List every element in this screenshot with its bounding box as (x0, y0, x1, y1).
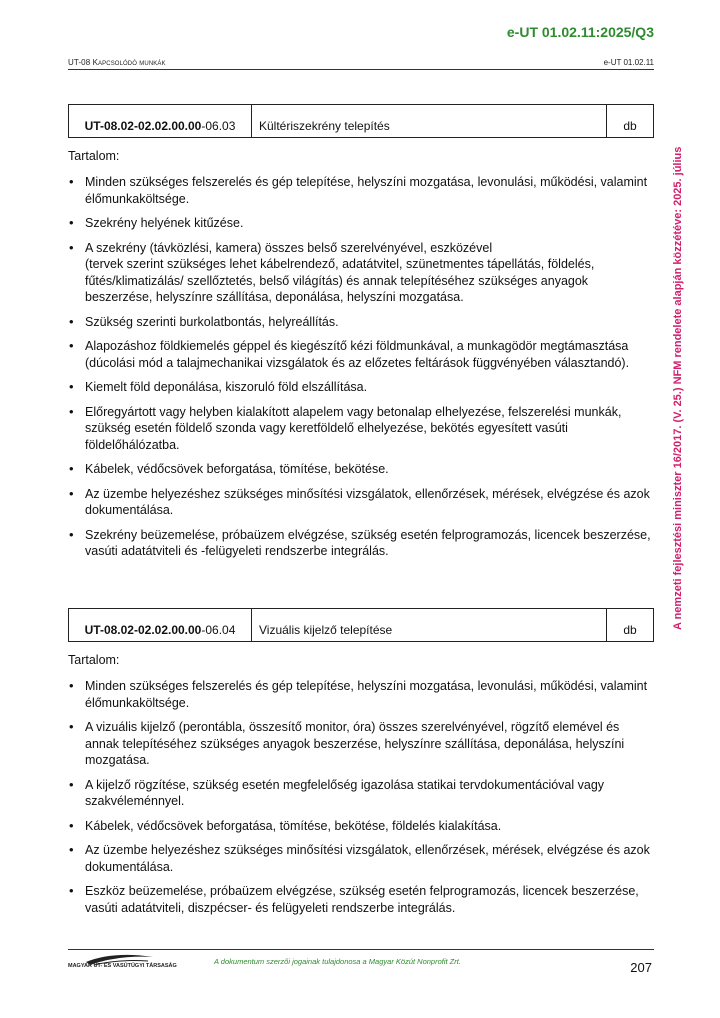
bullet-item: • Szükség szerinti burkolatbontás, helyreállítás. (68, 314, 654, 331)
item-code-suffix: -06.03 (201, 119, 236, 133)
document-code: e-UT 01.02.11:2025/Q3 (506, 24, 654, 40)
bullet-item: • Kiemelt föld deponálása, kiszoruló föld elszállítása. (68, 379, 654, 396)
bullet-item: • Kábelek, védőcsövek beforgatása, tömítése, bekötése. (68, 461, 654, 478)
item-table-1 (68, 104, 654, 138)
bullet-item: • Alapozáshoz földkiemelés géppel és kiegészítő kézi földmunkával, a munkagödör megtámasztása (dúcolási mód a talajmechanikai vizsgálatok és az előzetes feltárások függvényében választandó). (68, 338, 654, 371)
item-unit (607, 609, 653, 641)
item-title-text: Vizuális kijelző telepítése (259, 623, 393, 637)
item-code-main: UT-08.02-02.02.00.00 (84, 623, 202, 637)
item-unit (607, 105, 653, 137)
footer-divider (68, 949, 654, 950)
bullet-item: • Az üzembe helyezéshez szükséges minősítési vizsgálatok, ellenőrzések, mérések, elvégzése és azok dokumentálása. (68, 486, 654, 519)
logo-text: MAGYAR ÚT- ÉS VASÚTÜGYI TÁRSASÁG (68, 963, 177, 969)
section-prefix: UT-08 (68, 58, 91, 67)
bullet-item: • Az üzembe helyezéshez szükséges minősítési vizsgálatok, ellenőrzések, mérések, elvégzése és azok dokumentálása. (68, 842, 654, 875)
bullet-item: • Eszköz beüzemelése, próbaüzem elvégzése, szükség esetén felprogramozás, licencek beszerzése, vasúti adatátviteli, diszpécser- és felügyeleti rendszerbe integrálás. (68, 883, 654, 916)
item-code (69, 609, 252, 641)
content-list (68, 174, 654, 568)
section-name: Kapcsolódó munkák (92, 58, 166, 67)
item-unit-text: db (623, 623, 637, 637)
item-code (69, 105, 252, 137)
copyright-note: A dokumentum szerzői jogainak tulajdonosa a Magyar Közút Nonprofit Zrt. (214, 957, 461, 966)
bullet-item: • Szekrény beüzemelése, próbaüzem elvégzése, szükség esetén felprogramozás, licencek beszerzése, vasúti adatátviteli és -felügyeleti rendszerbe integrálás. (68, 527, 654, 560)
bullet-item: • Minden szükséges felszerelés és gép telepítése, helyszíni mozgatása, levonulási, működési, valamint élőmunkaköltsége. (68, 174, 654, 207)
item-code-suffix: -06.04 (201, 623, 236, 637)
content-label: Tartalom: (68, 149, 120, 163)
bullet-item: • Szekrény helyének kitűzése. (68, 215, 654, 232)
bullet-item: • A kijelző rögzítése, szükség esetén megfelelőség igazolása statikai tervdokumentációval vagy szakvéleménnyel. (68, 777, 654, 810)
item-title-text: Kültériszekrény telepítés (259, 119, 390, 133)
item-unit-text: db (623, 119, 637, 133)
content-list (68, 678, 654, 924)
header-divider (68, 69, 654, 70)
item-table-2 (68, 608, 654, 642)
item-code-main: UT-08.02-02.02.00.00 (84, 119, 202, 133)
bullet-item: • A vizuális kijelző (perontábla, összesítő monitor, óra) összes szerelvényével, rögzítő elemével és annak telepítéséhez szükséges anyagok beszerzése, helyszínre szállítása, deponálása, helyszíni mozgatása. (68, 719, 654, 769)
header-doc-ref: e-UT 01.02.11 (603, 58, 654, 67)
content-label: Tartalom: (68, 653, 120, 667)
bullet-item: • Kábelek, védőcsövek beforgatása, tömítése, bekötése, földelés kialakítása. (68, 818, 654, 835)
bullet-item: • A szekrény (távközlési, kamera) összes belső szerelvényével, eszközével (tervek szerint szükséges lehet kábelrendező, adatátvitel, szünetmentes tápellátás, földelés, fűtés/klimatizálás/ szellőztetés, belső világítás) és annak telepítéséhez szükséges anyagok beszerzése, helyszínre szállítása, deponálása, helyszíni mozgatása. (68, 240, 654, 306)
side-publication-note: A nemzeti fejlesztési miniszter 16/2017. (V. 25.) NFM rendelete alapján közzétéve: 2025. július (672, 146, 684, 630)
page-number: 207 (630, 960, 652, 975)
item-title (252, 609, 607, 641)
bullet-item: • Előregyártott vagy helyben kialakított alapelem vagy betonalap elhelyezése, felszerelési munkák, szükség esetén földelő szonda vagy keretföldelő elhelyezése, bekötés egyesített vasúti földelőhálózatba. (68, 404, 654, 454)
item-title (252, 105, 607, 137)
bullet-item: • Minden szükséges felszerelés és gép telepítése, helyszíni mozgatása, levonulási, működési, valamint élőmunkaköltsége. (68, 678, 654, 711)
header-section (68, 58, 166, 67)
